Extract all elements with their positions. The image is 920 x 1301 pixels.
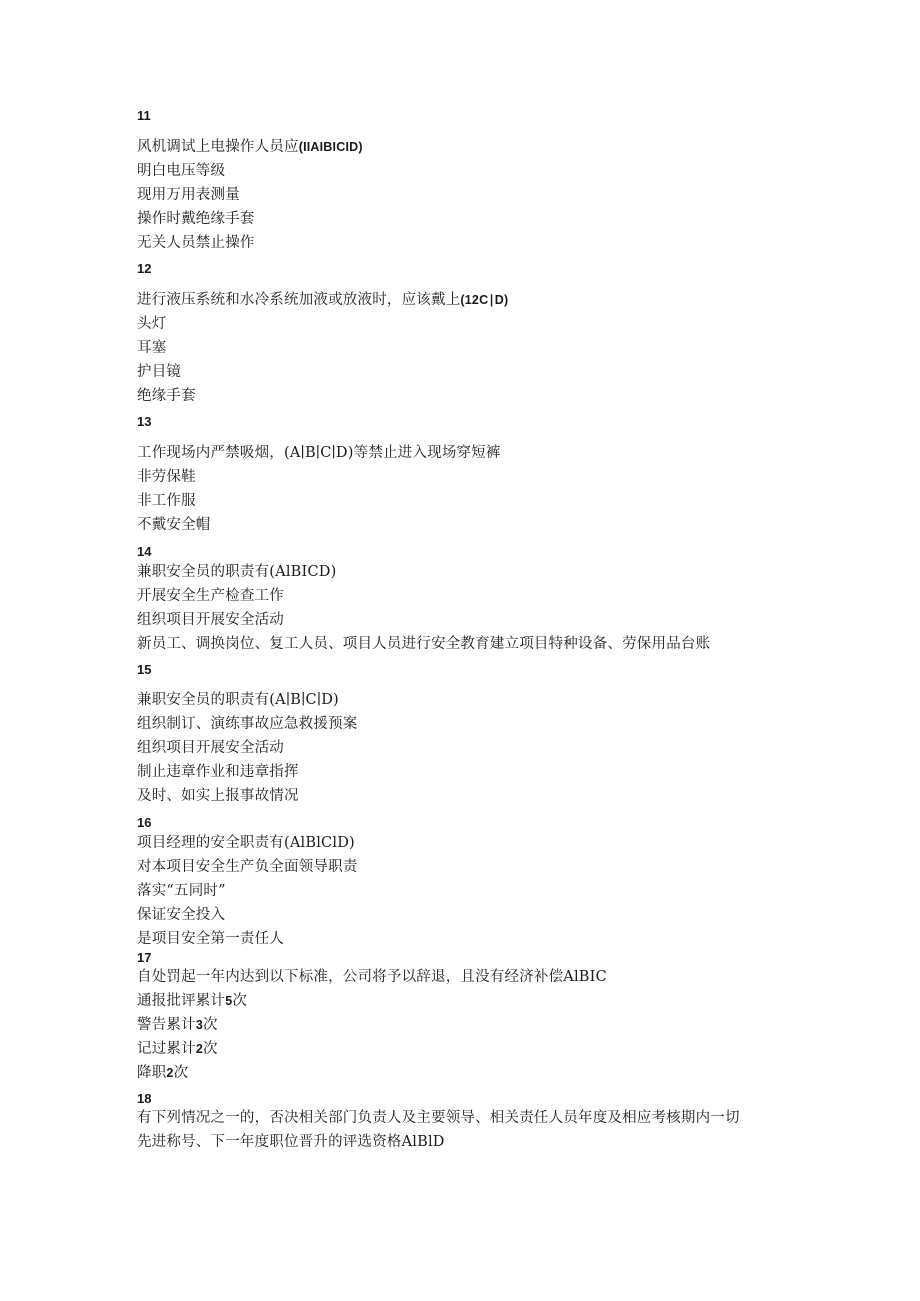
option-line: 制止违章作业和违章指挥	[137, 764, 299, 780]
question-stem: 项目经理的安全职责有(AlBlClD)	[137, 835, 355, 851]
option-line: 护目镜	[137, 364, 182, 380]
option-line	[137, 991, 247, 1011]
stem-text: 风机调试上电操作人员应	[137, 139, 299, 155]
option-line: 组织项目开展安全活动	[137, 740, 284, 756]
option-line: 组织项目开展安全活动	[137, 612, 284, 628]
option-line: 保证安全投入	[137, 907, 226, 923]
question-stem: 有下列情况之一的，否决相关部门负责人及主要领导、相关责任人员年度及相应考核期内一切	[137, 1110, 740, 1126]
option-line	[137, 1063, 188, 1083]
option-line: 组织制订、演练事故应急救援预案	[137, 716, 358, 732]
option-line: 非劳保鞋	[137, 469, 196, 485]
option-count: 2	[195, 1042, 203, 1056]
option-unit: 次	[173, 1065, 189, 1081]
question-stem	[137, 290, 508, 310]
option-line: 非工作服	[137, 493, 196, 509]
option-line: 开展安全生产检查工作	[137, 588, 284, 604]
option-text: 通报批评累计	[137, 993, 226, 1009]
option-line: 落实“五同时”	[137, 883, 226, 899]
option-line: 耳塞	[137, 340, 167, 356]
question-stem: 兼职安全员的职责有(A∣B∣C∣D)	[137, 692, 339, 708]
option-line: 不戴安全帽	[137, 517, 211, 533]
option-line: 新员工、调换岗位、复工人员、项目人员进行安全教育建立项目特种设备、劳保用品台账	[137, 636, 711, 652]
question-number: 11	[137, 108, 151, 123]
stem-answer: (12C∣D)	[460, 293, 509, 307]
question-number: 15	[137, 662, 152, 677]
question-number: 18	[137, 1091, 152, 1106]
option-line: 对本项目安全生产负全面领导职责	[137, 859, 358, 875]
option-line	[137, 1015, 218, 1035]
question-number: 13	[137, 414, 152, 429]
option-line: 及时、如实上报事故情况	[137, 788, 299, 804]
question-stem: 兼职安全员的职责有(AlBICD)	[137, 564, 337, 580]
option-unit: 次	[202, 1017, 218, 1033]
option-text: 记过累计	[137, 1041, 196, 1057]
option-line: 头灯	[137, 316, 167, 332]
question-number: 12	[137, 261, 152, 276]
option-line: 明白电压等级	[137, 163, 226, 179]
option-line: 操作时戴绝缘手套	[137, 211, 255, 227]
stem-text: 进行液压系统和水冷系统加液或放液时，应该戴上	[137, 292, 461, 308]
question-number: 17	[137, 950, 152, 965]
option-unit: 次	[202, 1041, 218, 1057]
option-unit: 次	[232, 993, 248, 1009]
stem-answer: (IIAIBICID)	[298, 140, 363, 154]
question-stem: 工作现场内严禁吸烟，(A∣B∣C∣D)等禁止进入现场穿短裤	[137, 445, 501, 461]
question-stem	[137, 137, 363, 157]
question-number: 16	[137, 815, 152, 830]
option-line	[137, 1039, 218, 1059]
question-stem-continued: 先进称号、下一年度职位晋升的评选资格AlBlD	[137, 1134, 445, 1150]
option-count: 5	[225, 994, 233, 1008]
question-stem: 自处罚起一年内达到以下标准，公司将予以辞退，且没有经济补偿AlBIC	[137, 969, 607, 985]
option-line: 绝缘手套	[137, 388, 196, 404]
option-line: 是项目安全第一责任人	[137, 931, 284, 947]
question-number: 14	[137, 544, 152, 559]
option-count: 3	[195, 1018, 203, 1032]
option-count: 2	[166, 1066, 174, 1080]
option-line: 无关人员禁止操作	[137, 235, 255, 251]
option-text: 警告累计	[137, 1017, 196, 1033]
option-text: 降职	[137, 1065, 167, 1081]
option-line: 现用万用表测量	[137, 187, 240, 203]
